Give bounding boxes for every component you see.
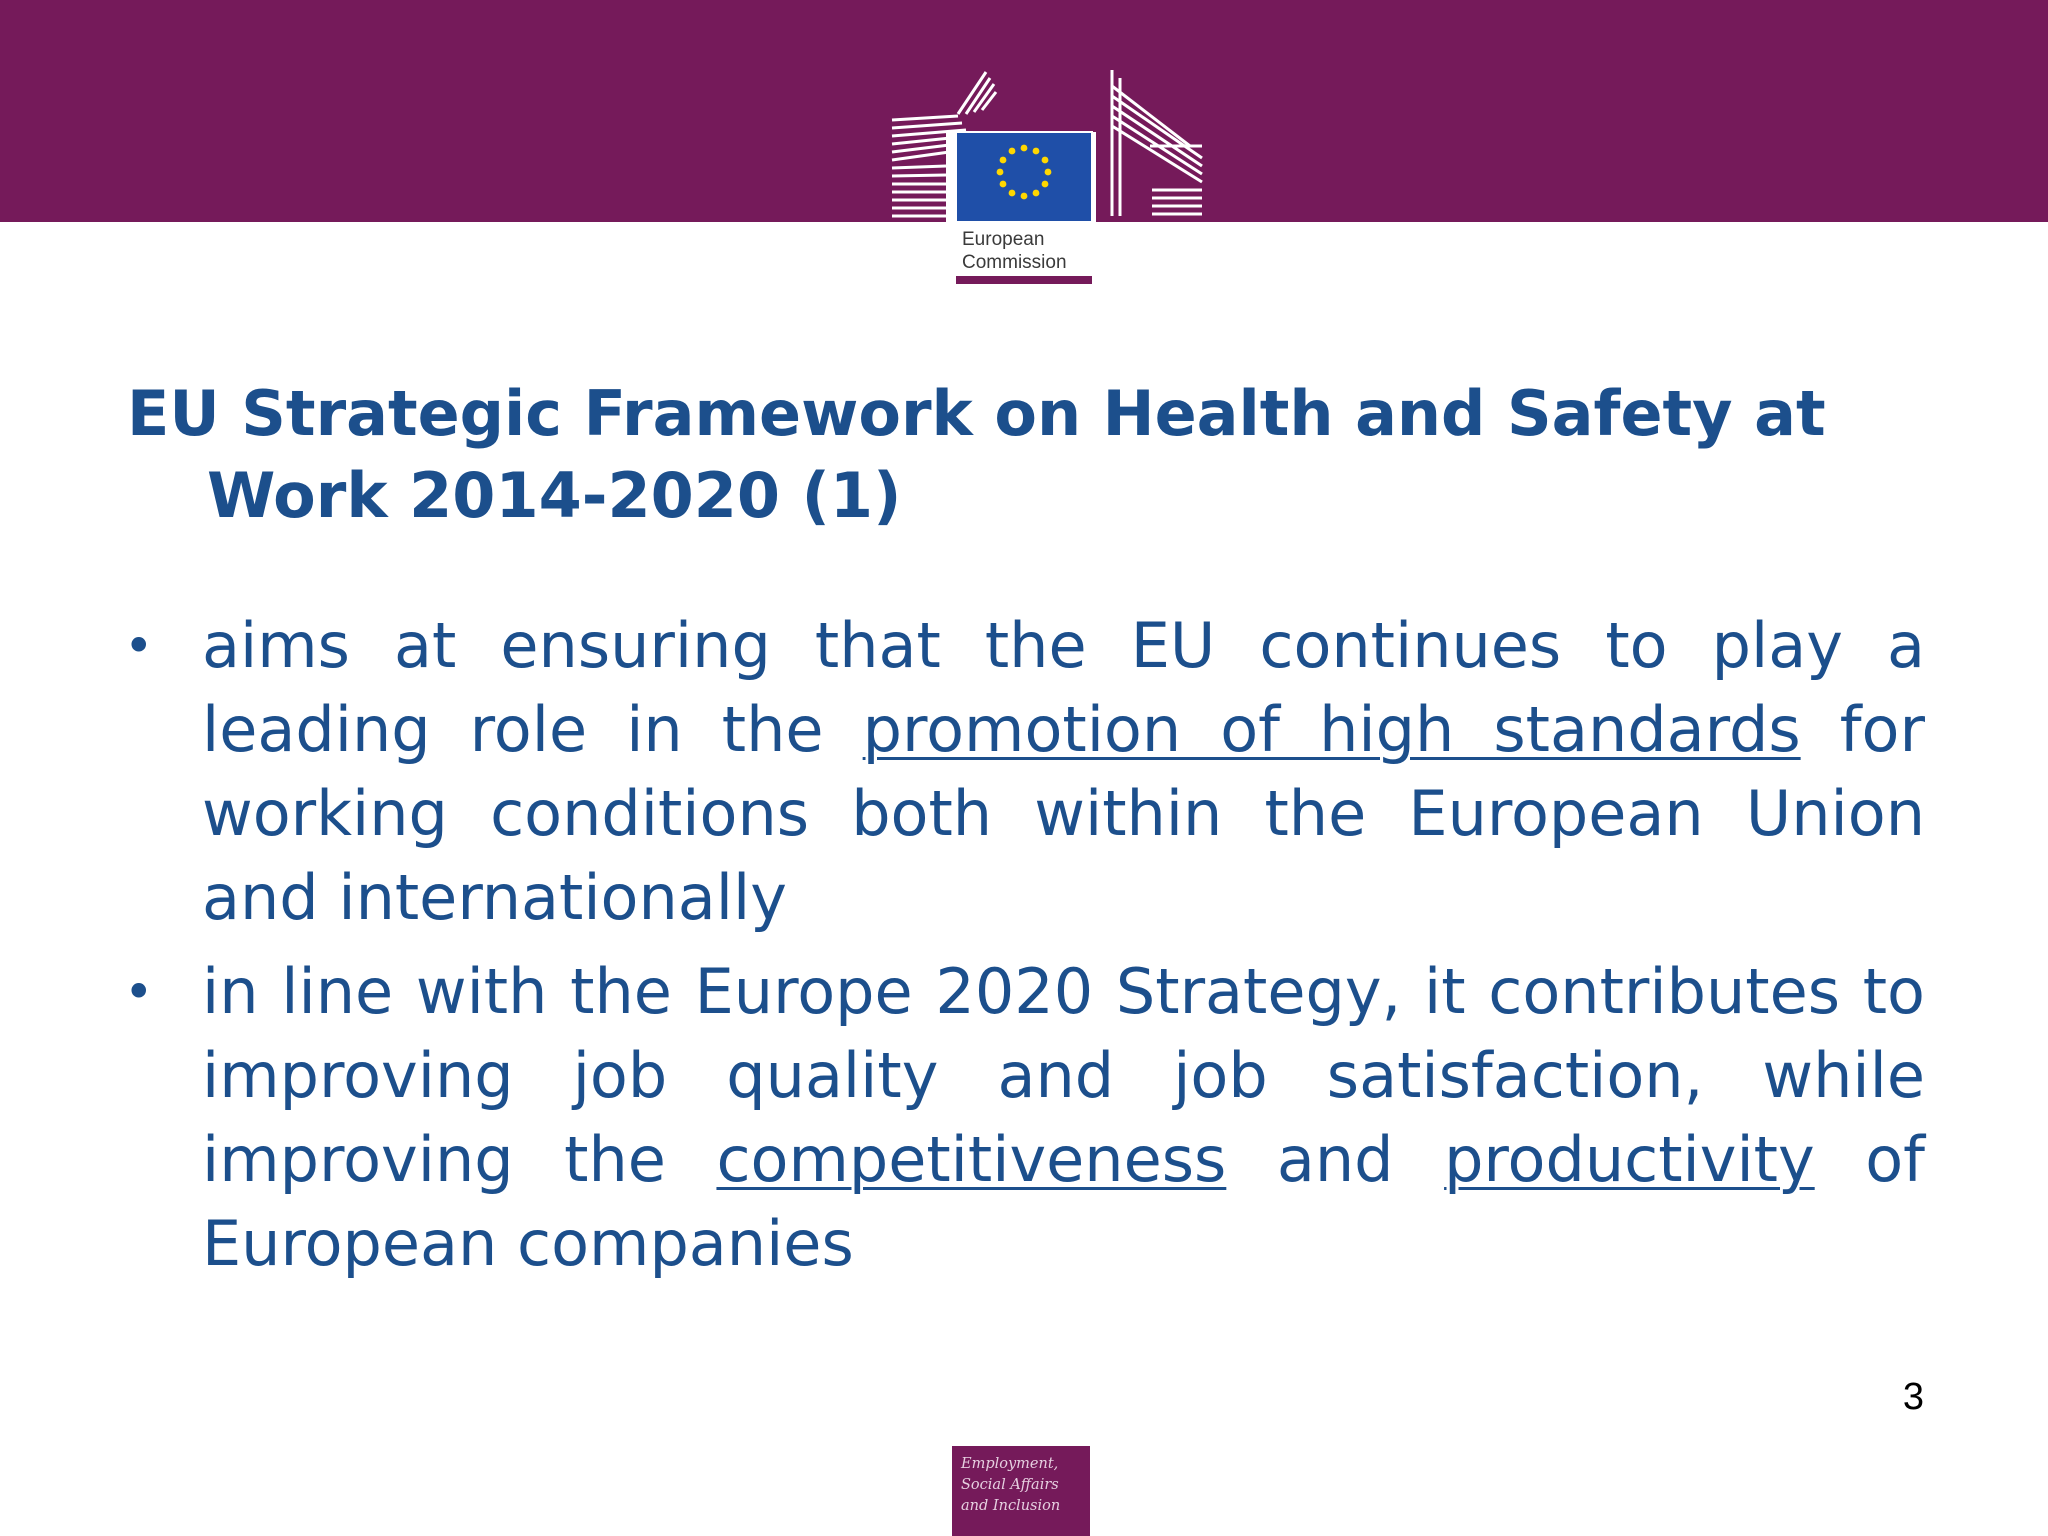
logo-line-2: Commission bbox=[962, 252, 1067, 273]
bullet-list bbox=[120, 604, 1925, 1296]
bullet-1-underlined-phrase: promotion of high standards bbox=[862, 693, 1801, 766]
bullet-icon: • bbox=[124, 617, 154, 675]
bullet-2-underlined-competitiveness: competitiveness bbox=[716, 1123, 1227, 1196]
bullet-1-text: aims at ensuring that the EU continues to play a leading role in the bbox=[202, 609, 1925, 766]
bullet-2-text-and: and bbox=[1226, 1123, 1445, 1196]
slide-title-line-2: Work 2014-2020 (1) bbox=[207, 459, 902, 532]
bullet-item-2 bbox=[120, 950, 1925, 1286]
bullet-1-text-end: for working conditions both within the European Union and internationally bbox=[202, 693, 1925, 934]
dg-badge-line-2: Social Affairs bbox=[961, 1477, 1059, 1493]
dg-badge-text bbox=[961, 1454, 1060, 1517]
dg-employment-badge bbox=[952, 1446, 1090, 1536]
slide-title-line-1: EU Strategic Framework on Health and Safety at bbox=[127, 377, 1826, 450]
page-number: 3 bbox=[1902, 1376, 1924, 1418]
bullet-2-underlined-productivity: productivity bbox=[1444, 1123, 1815, 1196]
logo-wordmark bbox=[962, 228, 1067, 274]
slide-title bbox=[127, 373, 2007, 537]
dg-badge-line-1: Employment, bbox=[961, 1456, 1059, 1472]
european-commission-logo bbox=[890, 66, 1206, 291]
bullet-item-1 bbox=[120, 604, 1925, 940]
bullet-icon: • bbox=[124, 963, 154, 1021]
dg-badge-line-3: and Inclusion bbox=[961, 1498, 1061, 1514]
logo-line-1: European bbox=[962, 229, 1045, 250]
bullet-2-text: in line with the Europe 2020 Strategy, it contributes to improving job quality and job satisfaction, while improving the bbox=[202, 955, 1925, 1196]
bullet-2-text-end: of European companies bbox=[202, 1123, 1925, 1280]
